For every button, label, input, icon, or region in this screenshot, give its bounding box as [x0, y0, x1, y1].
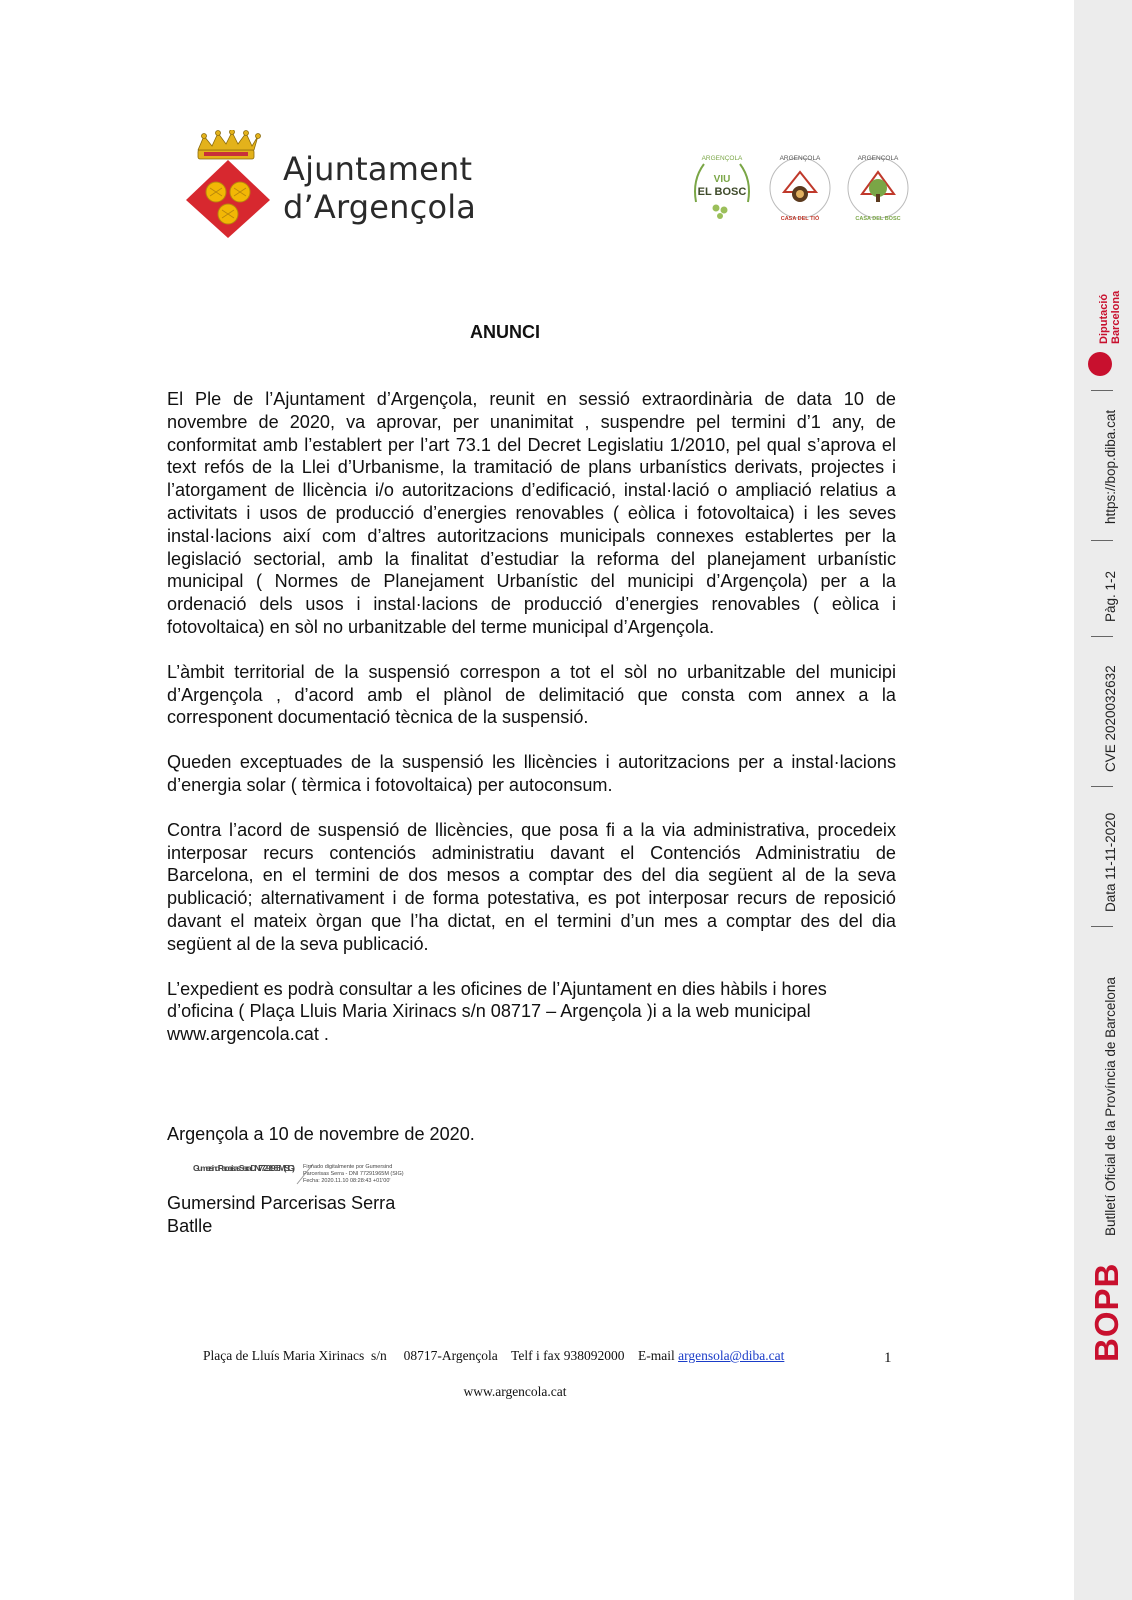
bulletin-page: Pàg. 1-2: [1103, 570, 1118, 622]
signature-digital-line2: Parcerisas Serra - DNI 77291965M (SIG): [303, 1171, 404, 1177]
diputacio-logo-icon: [1088, 352, 1112, 376]
municipality-name: [283, 150, 476, 226]
signature-digital-line3: Fecha: 2020.11.10 08:28:43 +01'00': [303, 1178, 391, 1184]
paragraph: El Ple de l’Ajuntament d’Argençola, reunit en sessió extraordinària de data 10 de novembre de 2020, va aprovar, per unanimitat , suspendre pel termini d’1 any, de conformitat amb l’establert per l’art 73.1 del Decret Legislatiu 1/2010, pel qual s’aprova el text refós de la Llei d’Urbanisme, la tramitació de plans urbanístics derivats, projectes i l’atorgament de llicència i/o autoritzacions d’edificació, instal·lació o ampliació relatius a activitats i usos de producció d’energies renovables ( eòlica i fotovoltaica) i les seves instal·lacions així com d’altres autoritzacions municipals connexes establertes per la legislació sectorial, amb la finalitat d’estudiar la reforma del planejament urbanístic municipal ( Normes de Planejament Urbanístic del municipi d’Argençola) per a la ordenació dels usos i instal·lacions de producció d’energies renovables ( eòlica i fotovoltaica) en sòl no urbanitzable del terme municipal d’Argençola.: [167, 389, 896, 637]
footer-address: [203, 1348, 784, 1364]
badge3-bottom: CASA DEL BOSC: [855, 216, 901, 222]
divider: [1091, 636, 1113, 637]
paragraph: L’expedient es podrà consultar a les oficines de l’Ajuntament en dies hàbils i hores d’oficina ( Plaça Lluis Maria Xirinacs s/n 08717 – Argençola )i a la web municipal www.argencola.cat .: [167, 978, 827, 1045]
signatory: [167, 1192, 395, 1238]
document-body: [167, 388, 896, 1068]
bulletin-publication: Butlletí Oficial de la Província de Barcelona: [1103, 977, 1118, 1236]
paragraph: L’àmbit territorial de la suspensió correspon a tot el sòl no urbanitzable del municipi d’Argençola , d’acord amb el plànol de delimitació que consta com annex a la corresponent documentació tècnica de la suspensió.: [167, 661, 896, 728]
document-title: ANUNCI: [470, 322, 540, 342]
bulletin-date: Data 11-11-2020: [1103, 812, 1118, 912]
signatory-role: Batlle: [167, 1216, 213, 1236]
org-name-line1: Ajuntament: [283, 150, 473, 188]
divider: [1091, 786, 1113, 787]
badge1-top: ARGENÇOLA: [701, 155, 743, 162]
signature-digital-line1: Firmado digitalmente por Gumersind: [303, 1164, 393, 1170]
divider: [1091, 390, 1113, 391]
badge1-bottom: EL BOSC: [697, 186, 747, 198]
badge2-top: ARGENÇOLA: [779, 155, 821, 162]
badge2-bottom: CASA DEL TIÓ: [780, 216, 820, 222]
footer-address-text: Plaça de Lluís Maria Xirinacs s/n 08717-Argençola Telf i fax 938092000 E-mail: [203, 1348, 679, 1363]
badge1-middle: VIU: [713, 174, 731, 185]
divider: [1091, 926, 1113, 927]
digital-signature-stamp: [193, 1160, 423, 1190]
signatory-name: Gumersind Parcerisas Serra: [167, 1193, 396, 1213]
bulletin-url: https://bop.diba.cat: [1103, 409, 1118, 524]
place-and-date: Argençola a 10 de novembre de 2020.: [167, 1124, 475, 1144]
badge3-top: ARGENÇOLA: [857, 155, 899, 162]
signature-name-block: Gumersind Parcerisas Serra - DNI 77291965M (SIG): [193, 1163, 295, 1173]
issuer-line1: Diputació: [1098, 293, 1110, 344]
viu-el-bosc-badge-icon: [695, 155, 749, 219]
footer-email-link[interactable]: argensola@diba.cat: [678, 1348, 785, 1363]
paragraph: Contra l’acord de suspensió de llicències, que posa fi a la via administrativa, procedeix interposar recurs contenciós administratiu davant el Contenciós Administratiu de Barcelona, en el termini de dos mesos a comptar des del dia següent al de la seva publicació; alternativament i de forma potestativa, es pot interposar recurs de reposició davant el mateix òrgan que l’ha dictat, en el termini d’un mes a comptar des del dia següent al de la seva publicació.: [167, 819, 896, 954]
page-number: 1: [884, 1350, 892, 1366]
bopb-logo: BOPB: [1088, 1262, 1125, 1362]
program-badges: [690, 150, 930, 230]
casa-del-tio-badge-icon: [770, 155, 830, 222]
divider: [1091, 540, 1113, 541]
org-name-line2: d’Argençola: [283, 188, 477, 226]
issuer-name: [1098, 291, 1122, 344]
municipal-coat-of-arms-icon: [184, 130, 280, 242]
bulletin-cve: CVE 2020032632: [1103, 665, 1118, 772]
footer-website: www.argencola.cat: [463, 1384, 567, 1399]
issuer-line2: Barcelona: [1110, 290, 1122, 344]
paragraph: Queden exceptuades de la suspensió les llicències i autoritzacions per a instal·lacions d’energia solar ( tèrmica i fotovoltaica) per autoconsum.: [167, 752, 896, 795]
casa-del-bosc-badge-icon: [848, 155, 908, 222]
